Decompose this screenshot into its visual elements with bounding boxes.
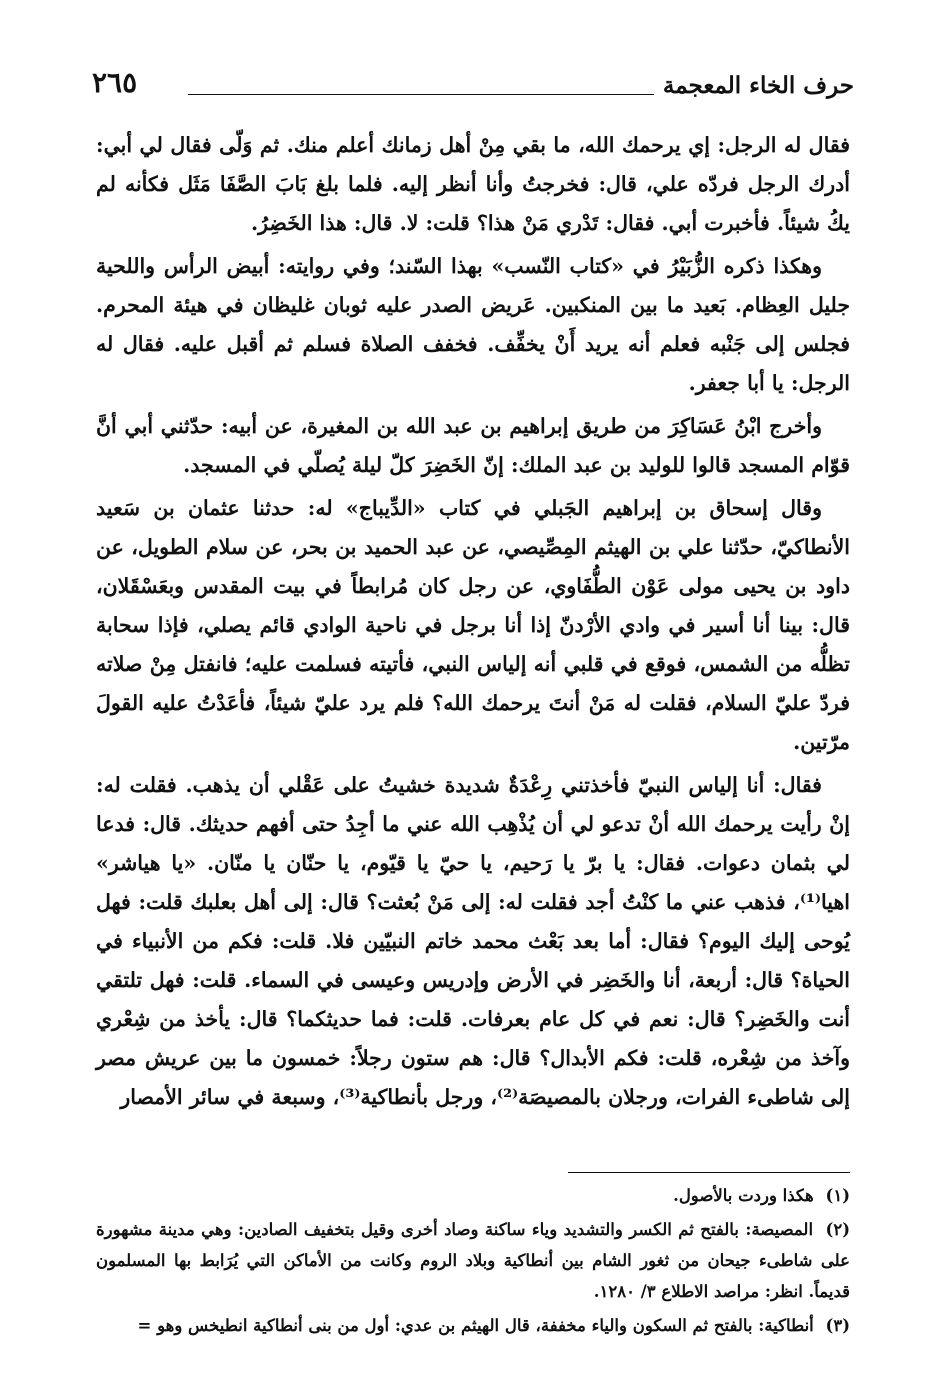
footnote-text: هكذا وردت بالأصول.	[673, 1186, 814, 1205]
footnote	[96, 1214, 850, 1307]
footnote	[96, 1180, 850, 1211]
paragraph: فقال له الرجل: إي يرحمك الله، ما بقي مِنْ أهل زمانك أعلم منك. ثم وَلّى فقال لي أبي: أدرك الرجل فردّه علي، قال: فخرجتُ وأنا أنظر إليه. فلما بلغ بَابَ الصَّفَا مَثَل فكأنه لم يكُ شيئاً. فأخبرت أبي. فقال: تَدْري مَنْ هذا؟ قلت: لا. قال: هذا الخَضِرُ.	[96, 133, 850, 235]
footnote-marker: (٢)	[825, 1220, 850, 1239]
main-text	[96, 126, 850, 1121]
page-number: ٢٦٥	[92, 66, 138, 99]
footnotes	[96, 1180, 850, 1344]
footnote-separator	[568, 1172, 850, 1173]
footnote-marker: (٣)	[825, 1316, 850, 1335]
footnote-text: أنطاكية: بالفتح ثم السكون والياء مخففة، قال الهيثم بن عدي: أول من بنى أنطاكية انطيخس وهو =	[137, 1316, 814, 1335]
footnote-marker: (١)	[825, 1186, 850, 1205]
paragraph: وقال إسحاق بن إبراهيم الجَبلي في كتاب «الدِّيباج» له: حدثنا عثمان بن سَعيد الأنطاكيّ، حدّثنا علي بن الهيثم المِصِّيصي، عن عبد الحميد بن بحر، عن سلام الطويل، عن داود بن يحيى مولى عَوْن الطُّفَاوي، عن رجل كان مُرابطاً في بيت المقدس وبعَسْقَلان، قال: بينا أنا أسير في وادي الأرْدنّ إذا أنا برجل في ناحية الوادي قائم يصلي، فإذا سحابة تظلُّه من الشمس، فوقع في قلبي أنه إلياس النبي، فأتيته فسلمت عليه؛ فانفتل مِنْ صلاته فردّ عليّ السلام، فقلت له مَنْ أنتَ يرحمك الله؟ فلم يرد عليّ شيئاً، فأعَدْتُ عليه القولَ مرّتين.	[96, 496, 850, 754]
paragraph: فقال: أنا إلياس النبيّ فأخذتني رِعْدَةٌ شديدة خشيتُ على عَقْلي أن يذهب. فقلت له: إنْ رأيت يرحمك الله أنْ تدعو لي أن يُذْهِب الله عني ما أجِدُ حتى أفهم حديثك. قال: فدعا لي بثمان دعوات. فقال: يا برّ يا رَحيم، يا حيّ يا قيّوم، يا حنّان يا منّان. «يا هياشر» اهيا⁽¹⁾، فذهب عني ما كنْتُ أجد فقلت له: إلى مَنْ بُعثت؟ قال: إلى أهل بعلبك قلت: فهل يُوحى إليك اليوم؟ فقال: أما بعد بَعْث محمد خاتم النبيّين فلا. قلت: فكم من الأنبياء في الحياة؟ قال: أربعة، أنا والخَضِر في الأرض وإدريس وعيسى في السماء. قلت: فهل تلتقي أنت والخَضِر؟ قال: نعم في كل عام بعرفات. قلت: فما حديثكما؟ قال: يأخذ من شِعْري وآخذ من شِعْره، قلت: فكم الأبدال؟ قال: هم ستون رجلاً: خمسون ما بين عريش مصر إلى شاطىء الفرات، ورجلان بالمصيصَة⁽²⁾، ورجل بأنطاكية⁽³⁾، وسبعة في سائر الأمصار	[96, 773, 851, 1109]
paragraph: وهكذا ذكره الزُّبَيْرُ في «كتاب النّسب» بهذا السّند؛ وفي روايته: أبيض الرأس واللحية جليل العِظام. بَعيد ما بين المنكبين. عَريض الصدر عليه ثوبان غليظان في هيئة المحرم. فجلس إلى جَنْبه فعلم أنه يريد أَنْ يخفِّف. فخفف الصلاة فسلم ثم أقبل عليه. فقال له الرجل: يا أبا جعفر.	[96, 254, 850, 395]
running-title: حرف الخاء المعجمة	[662, 72, 854, 99]
page-header	[92, 66, 854, 106]
footnote-text: المصيصة: بالفتح ثم الكسر والتشديد وياء ساكنة وصاد أخرى وقيل بتخفيف الصادين: وهي مدينة مشهورة على شاطىء جيحان من ثغور الشام بين أنطاكية وبلاد الروم وكانت من الأماكن التي يُرَابط بها المسلمون قديماً. انظر: مراصد الاطلاع ٣/ ١٢٨٠.	[96, 1220, 850, 1301]
header-rule	[188, 94, 654, 95]
footnote	[96, 1310, 850, 1341]
paragraph: وأخرج ابْنُ عَسَاكِرَ من طريق إبراهيم بن عبد الله بن المغيرة، عن أبيه: حدّثني أبي أنَّ قوّام المسجد قالوا للوليد بن عبد الملك: إنّ الخَضِرَ كلّ ليلة يُصلّي في المسجد.	[96, 414, 850, 477]
